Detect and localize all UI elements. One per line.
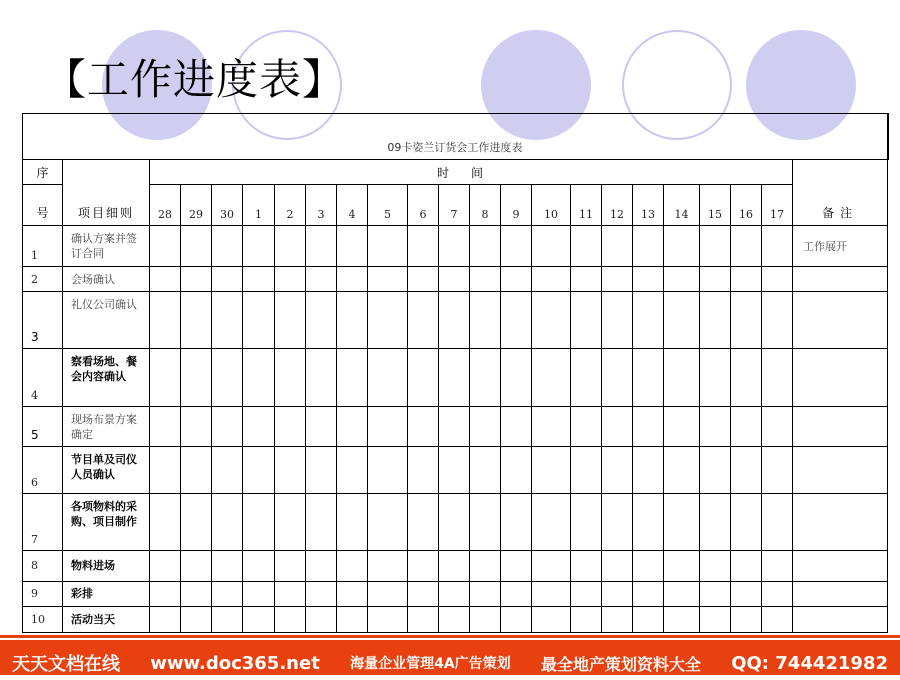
schedule-cell: [664, 493, 700, 550]
schedule-cell: [243, 550, 275, 581]
row-note: [793, 446, 888, 493]
schedule-cell: [633, 267, 664, 292]
day-header-cell: 8: [470, 185, 501, 226]
schedule-cell: [571, 349, 602, 406]
day-header-cell: 4: [337, 185, 368, 226]
schedule-cell: [700, 226, 731, 267]
schedule-cell: [731, 267, 762, 292]
schedule-cell: [532, 550, 571, 581]
schedule-cell: [408, 267, 439, 292]
schedule-cell: [275, 267, 306, 292]
schedule-cell: [337, 606, 368, 632]
row-note: [793, 406, 888, 446]
schedule-cell: [150, 349, 181, 406]
row-item: 节目单及司仪人员确认: [63, 446, 150, 493]
schedule-cell: [501, 406, 532, 446]
schedule-cell: [243, 267, 275, 292]
schedule-cell: [150, 267, 181, 292]
row-seq: 1: [23, 226, 63, 267]
row-seq: 10: [23, 606, 63, 632]
schedule-cell: [664, 349, 700, 406]
schedule-cell: [762, 550, 793, 581]
schedule-cell: [501, 581, 532, 606]
schedule-cell: [762, 581, 793, 606]
day-header-cell: 11: [571, 185, 602, 226]
schedule-cell: [700, 550, 731, 581]
footer-qq: QQ: 744421982: [731, 652, 888, 674]
schedule-cell: [181, 267, 212, 292]
schedule-cell: [275, 292, 306, 349]
footer-site-name: 天天文档在线: [12, 654, 120, 675]
schedule-cell: [212, 406, 243, 446]
table-row: [23, 406, 888, 446]
row-item: 各项物料的采购、项目制作: [63, 493, 150, 550]
row-note: [793, 581, 888, 606]
seq-header-bottom: 号: [23, 185, 63, 226]
schedule-cell: [408, 606, 439, 632]
schedule-cell: [181, 349, 212, 406]
schedule-cell: [275, 550, 306, 581]
schedule-cell: [532, 581, 571, 606]
row-item: 礼仪公司确认: [63, 292, 150, 349]
schedule-cell: [337, 349, 368, 406]
schedule-cell: [602, 292, 633, 349]
schedule-cell: [602, 349, 633, 406]
schedule-cell: [243, 226, 275, 267]
schedule-cell: [337, 581, 368, 606]
row-seq: 5: [23, 406, 63, 446]
task-rows: [23, 226, 888, 633]
row-item: 现场布景方案确定: [63, 406, 150, 446]
schedule-cell: [212, 226, 243, 267]
schedule-cell: [212, 446, 243, 493]
schedule-cell: [700, 581, 731, 606]
schedule-cell: [243, 493, 275, 550]
day-header-cell: 15: [700, 185, 731, 226]
schedule-cell: [212, 292, 243, 349]
schedule-cell: [212, 349, 243, 406]
schedule-cell: [700, 292, 731, 349]
table-row: [23, 226, 888, 267]
schedule-cell: [368, 226, 408, 267]
schedule-cell: [337, 406, 368, 446]
schedule-cell: [664, 446, 700, 493]
schedule-cell: [470, 606, 501, 632]
row-item: 会场确认: [63, 267, 150, 292]
day-header-cell: 16: [731, 185, 762, 226]
footer-slogan-2: 最全地产策划资料大全: [540, 654, 701, 674]
schedule-cell: [700, 406, 731, 446]
schedule-cell: [368, 606, 408, 632]
schedule-cell: [571, 606, 602, 632]
schedule-cell: [439, 493, 470, 550]
schedule-cell: [275, 606, 306, 632]
schedule-cell: [731, 493, 762, 550]
row-item: 察看场地、餐会内容确认: [63, 349, 150, 406]
schedule-cell: [470, 267, 501, 292]
schedule-cell: [150, 581, 181, 606]
schedule-cell: [439, 550, 470, 581]
schedule-cell: [150, 550, 181, 581]
schedule-cell: [306, 606, 337, 632]
schedule-cell: [439, 606, 470, 632]
schedule-cell: [501, 267, 532, 292]
schedule-cell: [664, 292, 700, 349]
schedule-cell: [181, 606, 212, 632]
schedule-cell: [731, 606, 762, 632]
day-header-cell: 5: [368, 185, 408, 226]
schedule-cell: [532, 267, 571, 292]
schedule-cell: [762, 292, 793, 349]
schedule-cell: [243, 581, 275, 606]
schedule-cell: [731, 349, 762, 406]
schedule-cell: [368, 406, 408, 446]
schedule-cell: [368, 493, 408, 550]
schedule-cell: [700, 493, 731, 550]
schedule-cell: [181, 292, 212, 349]
schedule-cell: [501, 292, 532, 349]
schedule-cell: [150, 493, 181, 550]
schedule-cell: [532, 493, 571, 550]
schedule-cell: [368, 292, 408, 349]
schedule-cell: [439, 267, 470, 292]
schedule-cell: [501, 446, 532, 493]
schedule-cell: [150, 606, 181, 632]
table-row: [23, 606, 888, 632]
schedule-cell: [212, 606, 243, 632]
schedule-cell: [275, 349, 306, 406]
schedule-cell: [181, 550, 212, 581]
schedule-cell: [275, 493, 306, 550]
day-header-cell: 28: [150, 185, 181, 226]
row-item: 确认方案并签订合同: [63, 226, 150, 267]
schedule-cell: [664, 226, 700, 267]
time-header: 时间: [150, 160, 793, 185]
schedule-cell: [633, 550, 664, 581]
schedule-cell: [664, 606, 700, 632]
schedule-cell: [275, 406, 306, 446]
row-seq: 6: [23, 446, 63, 493]
note-header: 备注: [793, 160, 888, 226]
schedule-cell: [633, 349, 664, 406]
schedule-cell: [532, 226, 571, 267]
schedule-cell: [150, 292, 181, 349]
schedule-cell: [368, 581, 408, 606]
schedule-cell: [700, 606, 731, 632]
schedule-cell: [408, 581, 439, 606]
schedule-cell: [439, 581, 470, 606]
schedule-cell: [470, 550, 501, 581]
schedule-cell: [731, 406, 762, 446]
schedule-cell: [306, 581, 337, 606]
schedule-cell: [501, 550, 532, 581]
table-caption: 09卡姿兰订货会工作进度表: [23, 114, 888, 160]
schedule-cell: [633, 446, 664, 493]
schedule-cell: [408, 550, 439, 581]
schedule-cell: [633, 292, 664, 349]
item-header: 项目细则: [63, 160, 150, 226]
schedule-cell: [501, 226, 532, 267]
schedule-cell: [532, 406, 571, 446]
schedule-cell: [408, 406, 439, 446]
days-row: [23, 185, 888, 226]
schedule-cell: [368, 349, 408, 406]
schedule-cell: [470, 226, 501, 267]
schedule-cell: [602, 267, 633, 292]
schedule-cell: [368, 550, 408, 581]
schedule-cell: [700, 446, 731, 493]
schedule-cell: [181, 581, 212, 606]
schedule-cell: [571, 292, 602, 349]
schedule-cell: [337, 446, 368, 493]
schedule-cell: [337, 493, 368, 550]
schedule-cell: [150, 446, 181, 493]
schedule-cell: [762, 606, 793, 632]
schedule-cell: [368, 446, 408, 493]
day-header-cell: 7: [439, 185, 470, 226]
schedule-cell: [150, 226, 181, 267]
day-header-cell: 2: [275, 185, 306, 226]
schedule-cell: [243, 406, 275, 446]
schedule-cell: [243, 606, 275, 632]
schedule-cell: [571, 581, 602, 606]
schedule-cell: [571, 446, 602, 493]
schedule-cell: [532, 606, 571, 632]
schedule-cell: [408, 292, 439, 349]
row-note: [793, 550, 888, 581]
row-item: 活动当天: [63, 606, 150, 632]
row-seq: 4: [23, 349, 63, 406]
row-seq: 2: [23, 267, 63, 292]
row-item: 彩排: [63, 581, 150, 606]
row-seq: 8: [23, 550, 63, 581]
schedule-cell: [700, 349, 731, 406]
schedule-cell: [731, 292, 762, 349]
schedule-cell: [501, 493, 532, 550]
schedule-cell: [306, 446, 337, 493]
schedule-cell: [439, 406, 470, 446]
row-note: 工作展开: [793, 226, 888, 267]
schedule-cell: [337, 226, 368, 267]
schedule-cell: [439, 349, 470, 406]
day-header-cell: 30: [212, 185, 243, 226]
day-header-cell: 12: [602, 185, 633, 226]
schedule-cell: [337, 267, 368, 292]
schedule-cell: [602, 406, 633, 446]
day-header-cell: 13: [633, 185, 664, 226]
page-title: 【工作进度表】: [44, 55, 346, 104]
row-note: [793, 267, 888, 292]
schedule-cell: [664, 406, 700, 446]
table-row: [23, 446, 888, 493]
schedule-cell: [633, 606, 664, 632]
schedule-cell: [243, 446, 275, 493]
schedule-cell: [633, 493, 664, 550]
schedule-cell: [306, 349, 337, 406]
schedule-cell: [212, 493, 243, 550]
schedule-cell: [212, 550, 243, 581]
day-header-cell: 14: [664, 185, 700, 226]
schedule-cell: [571, 406, 602, 446]
schedule-cell: [337, 550, 368, 581]
schedule-cell: [408, 349, 439, 406]
row-seq: 9: [23, 581, 63, 606]
schedule-cell: [150, 406, 181, 446]
schedule-cell: [571, 550, 602, 581]
schedule-cell: [762, 349, 793, 406]
day-header-cell: 29: [181, 185, 212, 226]
schedule-cell: [731, 581, 762, 606]
schedule-cell: [306, 550, 337, 581]
row-seq: 7: [23, 493, 63, 550]
schedule-cell: [470, 292, 501, 349]
schedule-cell: [762, 493, 793, 550]
schedule-cell: [602, 226, 633, 267]
schedule-cell: [762, 446, 793, 493]
schedule-cell: [212, 581, 243, 606]
schedule-cell: [439, 226, 470, 267]
schedule-cell: [275, 226, 306, 267]
schedule-cell: [762, 267, 793, 292]
schedule-cell: [306, 226, 337, 267]
schedule-cell: [664, 267, 700, 292]
table-row: [23, 581, 888, 606]
day-header-cell: 17: [762, 185, 793, 226]
schedule-cell: [243, 349, 275, 406]
schedule-cell: [731, 226, 762, 267]
schedule-cell: [337, 292, 368, 349]
table-row: [23, 267, 888, 292]
day-header-cell: 10: [532, 185, 571, 226]
footer-url: www.doc365.net: [150, 652, 320, 674]
row-note: [793, 292, 888, 349]
schedule-cell: [181, 406, 212, 446]
seq-header-top: 序: [23, 160, 63, 185]
schedule-cell: [602, 550, 633, 581]
schedule-cell: [306, 406, 337, 446]
day-header-cell: 1: [243, 185, 275, 226]
row-note: [793, 606, 888, 632]
footer-slogan-1: 海量企业管理4A广告策划: [350, 656, 511, 672]
table-row: [23, 493, 888, 550]
schedule-cell: [439, 446, 470, 493]
schedule-cell: [275, 446, 306, 493]
schedule-cell: [664, 581, 700, 606]
schedule-cell: [602, 446, 633, 493]
day-header-cell: 3: [306, 185, 337, 226]
schedule-cell: [181, 446, 212, 493]
schedule-cell: [571, 267, 602, 292]
table-row: [23, 550, 888, 581]
schedule-cell: [306, 267, 337, 292]
table-row: [23, 292, 888, 349]
schedule-cell: [470, 349, 501, 406]
schedule-cell: [470, 406, 501, 446]
schedule-cell: [275, 581, 306, 606]
schedule-cell: [664, 550, 700, 581]
schedule-cell: [602, 606, 633, 632]
schedule-cell: [408, 493, 439, 550]
schedule-cell: [532, 446, 571, 493]
schedule-cell: [181, 493, 212, 550]
schedule-cell: [762, 226, 793, 267]
schedule-table: [22, 113, 889, 633]
schedule-cell: [181, 226, 212, 267]
schedule-cell: [368, 267, 408, 292]
schedule-cell: [501, 349, 532, 406]
row-item: 物料进场: [63, 550, 150, 581]
schedule-cell: [633, 226, 664, 267]
schedule-cell: [470, 493, 501, 550]
schedule-cell: [633, 581, 664, 606]
schedule-cell: [731, 446, 762, 493]
schedule-cell: [306, 292, 337, 349]
schedule-cell: [571, 226, 602, 267]
schedule-cell: [731, 550, 762, 581]
row-seq: 3: [23, 292, 63, 349]
schedule-cell: [501, 606, 532, 632]
schedule-cell: [532, 349, 571, 406]
schedule-cell: [762, 406, 793, 446]
schedule-cell: [408, 446, 439, 493]
row-note: [793, 493, 888, 550]
schedule-cell: [212, 267, 243, 292]
schedule-cell: [243, 292, 275, 349]
schedule-cell: [602, 493, 633, 550]
schedule-cell: [470, 446, 501, 493]
schedule-cell: [408, 226, 439, 267]
schedule-cell: [306, 493, 337, 550]
table-row: [23, 349, 888, 406]
day-header-cell: 6: [408, 185, 439, 226]
schedule-cell: [532, 292, 571, 349]
schedule-cell: [633, 406, 664, 446]
schedule-cell: [470, 581, 501, 606]
schedule-cell: [439, 292, 470, 349]
row-note: [793, 349, 888, 406]
schedule-cell: [700, 267, 731, 292]
schedule-cell: [602, 581, 633, 606]
day-header-cell: 9: [501, 185, 532, 226]
schedule-cell: [571, 493, 602, 550]
